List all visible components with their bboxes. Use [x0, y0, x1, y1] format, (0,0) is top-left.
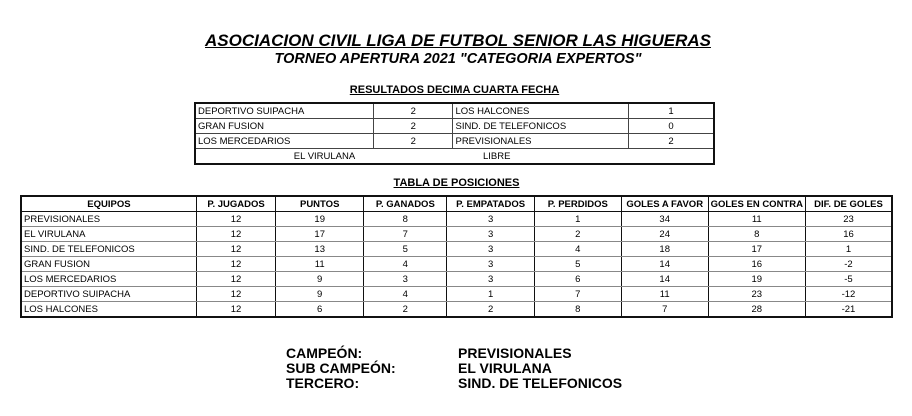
cell-empatados: 1	[447, 287, 534, 302]
cell-goles-favor: 14	[621, 272, 708, 287]
home-goals: 2	[374, 134, 453, 149]
col-goles-favor: GOLES A FAVOR	[621, 196, 708, 212]
table-row	[21, 227, 892, 242]
cell-dif-goles: 1	[805, 242, 892, 257]
cell-ganados: 4	[364, 257, 447, 272]
cell-jugados: 12	[196, 287, 275, 302]
cell-perdidos: 1	[534, 212, 621, 227]
cell-puntos: 13	[276, 242, 364, 257]
champion-team: PREVISIONALES	[458, 345, 572, 361]
col-puntos: PUNTOS	[276, 196, 364, 212]
cell-empatados: 2	[447, 302, 534, 318]
third-team: SIND. DE TELEFONICOS	[458, 375, 623, 391]
cell-jugados: 12	[196, 242, 275, 257]
cell-goles-favor: 18	[621, 242, 708, 257]
cell-empatados: 3	[447, 227, 534, 242]
cell-puntos: 6	[276, 302, 364, 318]
cell-perdidos: 5	[534, 257, 621, 272]
match-row	[195, 119, 714, 134]
col-dif-goles: DIF. DE GOLES	[805, 196, 892, 212]
away-team: LOS HALCONES	[453, 103, 629, 119]
home-goals: 2	[374, 103, 453, 119]
match-row	[195, 134, 714, 149]
cell-jugados: 12	[196, 302, 275, 318]
away-goals: 1	[629, 103, 714, 119]
cell-perdidos: 8	[534, 302, 621, 318]
cell-team: DEPORTIVO SUIPACHA	[21, 287, 196, 302]
col-goles-contra: GOLES EN CONTRA	[708, 196, 805, 212]
away-goals: 0	[629, 119, 714, 134]
table-row	[21, 242, 892, 257]
cell-empatados: 3	[447, 242, 534, 257]
results-title: RESULTADOS DECIMA CUARTA FECHA	[349, 84, 560, 96]
cell-jugados: 12	[196, 212, 275, 227]
col-empatados: P. EMPATADOS	[447, 196, 534, 212]
cell-empatados: 3	[447, 257, 534, 272]
col-ganados: P. GANADOS	[364, 196, 447, 212]
cell-team: EL VIRULANA	[21, 227, 196, 242]
cell-jugados: 12	[196, 272, 275, 287]
cell-goles-contra: 23	[708, 287, 805, 302]
away-team: SIND. DE TELEFONICOS	[453, 119, 629, 134]
cell-puntos: 11	[276, 257, 364, 272]
away-goals: 2	[629, 134, 714, 149]
cell-perdidos: 4	[534, 242, 621, 257]
champion-label: CAMPEÓN:	[286, 345, 363, 361]
cell-team: GRAN FUSION	[21, 257, 196, 272]
standings-header-row	[21, 196, 892, 212]
table-row	[21, 287, 892, 302]
cell-dif-goles: 23	[805, 212, 892, 227]
cell-perdidos: 7	[534, 287, 621, 302]
cell-goles-contra: 19	[708, 272, 805, 287]
cell-ganados: 5	[364, 242, 447, 257]
cell-goles-contra: 8	[708, 227, 805, 242]
standings-title: TABLA DE POSICIONES	[393, 177, 520, 189]
runner-up-label: SUB CAMPEÓN:	[286, 360, 396, 376]
bye-team: EL VIRULANA	[195, 149, 453, 165]
cell-team: PREVISIONALES	[21, 212, 196, 227]
cell-puntos: 9	[276, 287, 364, 302]
cell-team: LOS MERCEDARIOS	[21, 272, 196, 287]
cell-dif-goles: -5	[805, 272, 892, 287]
podium-labels	[286, 346, 396, 391]
match-row	[195, 103, 714, 119]
results-table	[194, 102, 715, 165]
cell-ganados: 2	[364, 302, 447, 318]
cell-goles-contra: 11	[708, 212, 805, 227]
cell-team: LOS HALCONES	[21, 302, 196, 318]
col-perdidos: P. PERDIDOS	[534, 196, 621, 212]
col-jugados: P. JUGADOS	[196, 196, 275, 212]
runner-up-team: EL VIRULANA	[458, 360, 552, 376]
home-team: DEPORTIVO SUIPACHA	[195, 103, 374, 119]
cell-dif-goles: -2	[805, 257, 892, 272]
home-team: LOS MERCEDARIOS	[195, 134, 374, 149]
cell-puntos: 17	[276, 227, 364, 242]
bye-status: LIBRE	[453, 149, 714, 165]
cell-dif-goles: -12	[805, 287, 892, 302]
cell-ganados: 7	[364, 227, 447, 242]
third-label: TERCERO:	[286, 375, 360, 391]
cell-puntos: 19	[276, 212, 364, 227]
cell-puntos: 9	[276, 272, 364, 287]
col-equipos: EQUIPOS	[21, 196, 196, 212]
bye-row	[195, 149, 714, 165]
cell-goles-contra: 28	[708, 302, 805, 318]
cell-empatados: 3	[447, 272, 534, 287]
league-title: ASOCIACION CIVIL LIGA DE FUTBOL SENIOR LAS HIGUERAS	[205, 31, 711, 50]
cell-dif-goles: -21	[805, 302, 892, 318]
cell-jugados: 12	[196, 227, 275, 242]
cell-goles-contra: 17	[708, 242, 805, 257]
cell-goles-favor: 24	[621, 227, 708, 242]
table-row	[21, 212, 892, 227]
cell-empatados: 3	[447, 212, 534, 227]
cell-ganados: 8	[364, 212, 447, 227]
cell-goles-favor: 34	[621, 212, 708, 227]
home-team: GRAN FUSION	[195, 119, 374, 134]
standings-table	[20, 195, 893, 318]
cell-goles-contra: 16	[708, 257, 805, 272]
table-row	[21, 302, 892, 318]
home-goals: 2	[374, 119, 453, 134]
cell-perdidos: 2	[534, 227, 621, 242]
cell-team: SIND. DE TELEFONICOS	[21, 242, 196, 257]
cell-goles-favor: 14	[621, 257, 708, 272]
table-row	[21, 257, 892, 272]
cell-goles-favor: 7	[621, 302, 708, 318]
cell-ganados: 4	[364, 287, 447, 302]
cell-dif-goles: 16	[805, 227, 892, 242]
podium-values	[458, 346, 622, 391]
table-row	[21, 272, 892, 287]
cell-perdidos: 6	[534, 272, 621, 287]
cell-ganados: 3	[364, 272, 447, 287]
cell-jugados: 12	[196, 257, 275, 272]
away-team: PREVISIONALES	[453, 134, 629, 149]
tournament-subtitle: TORNEO APERTURA 2021 "CATEGORIA EXPERTOS"	[274, 51, 642, 67]
cell-goles-favor: 11	[621, 287, 708, 302]
